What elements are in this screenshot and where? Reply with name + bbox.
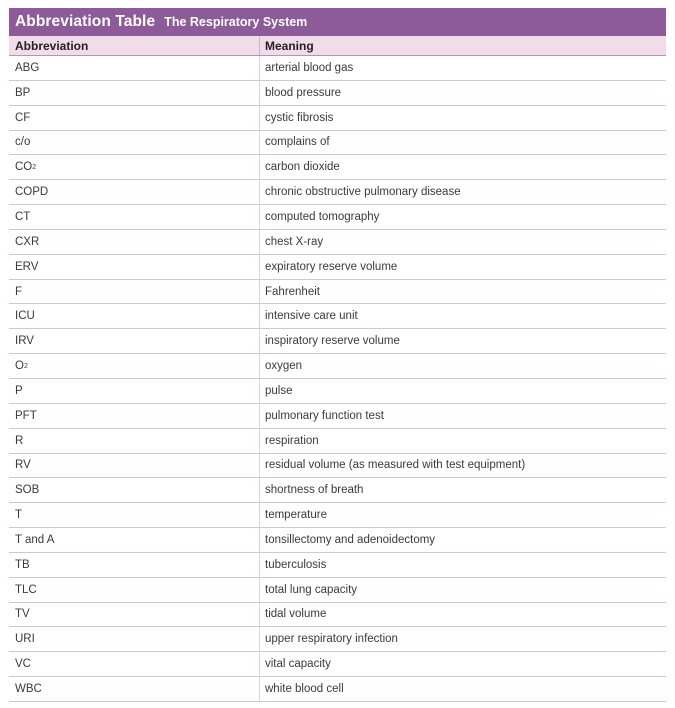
abbreviation-text: TB xyxy=(15,558,30,571)
abbreviation-cell xyxy=(9,56,259,80)
abbreviation-text: c/o xyxy=(15,136,31,149)
table-row xyxy=(9,627,666,652)
meaning-cell: tonsillectomy and adenoidectomy xyxy=(259,528,666,552)
meaning-cell: vital capacity xyxy=(259,652,666,676)
table-row xyxy=(9,81,666,106)
table-row xyxy=(9,255,666,280)
abbreviation-text: F xyxy=(15,285,23,298)
table-row xyxy=(9,131,666,156)
table-row xyxy=(9,354,666,379)
abbreviation-text: COPD xyxy=(15,186,49,199)
table-title: Abbreviation Table xyxy=(15,13,156,30)
abbreviation-cell xyxy=(9,652,259,676)
meaning-cell: computed tomography xyxy=(259,205,666,229)
abbreviation-cell xyxy=(9,553,259,577)
abbreviation-cell xyxy=(9,677,259,701)
table-row xyxy=(9,329,666,354)
meaning-cell: pulmonary function test xyxy=(259,404,666,428)
abbreviation-cell xyxy=(9,354,259,378)
meaning-cell: pulse xyxy=(259,379,666,403)
abbreviation-cell xyxy=(9,578,259,602)
abbreviation-text: CT xyxy=(15,210,31,223)
abbreviation-subscript: 2 xyxy=(32,163,37,171)
abbreviation-cell xyxy=(9,603,259,627)
abbreviation-text: R xyxy=(15,434,24,447)
abbreviation-cell xyxy=(9,106,259,130)
abbreviation-cell xyxy=(9,454,259,478)
meaning-cell: complains of xyxy=(259,131,666,155)
table-row xyxy=(9,454,666,479)
meaning-cell: white blood cell xyxy=(259,677,666,701)
meaning-cell: cystic fibrosis xyxy=(259,106,666,130)
meaning-cell: intensive care unit xyxy=(259,304,666,328)
meaning-cell: tidal volume xyxy=(259,603,666,627)
meaning-cell: residual volume (as measured with test equipment) xyxy=(259,454,666,478)
abbreviation-text: T and A xyxy=(15,533,55,546)
meaning-cell: arterial blood gas xyxy=(259,56,666,80)
meaning-cell: inspiratory reserve volume xyxy=(259,329,666,353)
abbreviation-cell xyxy=(9,131,259,155)
abbreviation-text: RV xyxy=(15,459,31,472)
abbreviation-cell xyxy=(9,404,259,428)
meaning-cell: upper respiratory infection xyxy=(259,627,666,651)
abbreviation-table xyxy=(9,8,666,702)
table-row xyxy=(9,404,666,429)
abbreviation-cell xyxy=(9,379,259,403)
abbreviation-cell xyxy=(9,205,259,229)
table-subtitle: The Respiratory System xyxy=(164,15,308,29)
meaning-cell: expiratory reserve volume xyxy=(259,255,666,279)
abbreviation-cell xyxy=(9,503,259,527)
table-row xyxy=(9,379,666,404)
table-row xyxy=(9,503,666,528)
abbreviation-subscript: 2 xyxy=(23,362,28,370)
abbreviation-text: CF xyxy=(15,111,31,124)
table-header-row xyxy=(9,36,666,56)
table-row xyxy=(9,304,666,329)
table-row xyxy=(9,230,666,255)
abbreviation-cell xyxy=(9,255,259,279)
meaning-cell: temperature xyxy=(259,503,666,527)
table-title-bar xyxy=(9,8,666,36)
column-header-abbreviation: Abbreviation xyxy=(15,38,89,53)
meaning-cell: total lung capacity xyxy=(259,578,666,602)
meaning-cell: shortness of breath xyxy=(259,478,666,502)
meaning-cell: chronic obstructive pulmonary disease xyxy=(259,180,666,204)
abbreviation-text: IRV xyxy=(15,335,34,348)
abbreviation-cell xyxy=(9,155,259,179)
meaning-cell: Fahrenheit xyxy=(259,280,666,304)
table-row xyxy=(9,56,666,81)
table-body xyxy=(9,56,666,702)
column-header-meaning: Meaning xyxy=(259,36,666,55)
abbreviation-cell xyxy=(9,230,259,254)
table-row xyxy=(9,677,666,702)
meaning-cell: blood pressure xyxy=(259,81,666,105)
table-row xyxy=(9,603,666,628)
meaning-cell: oxygen xyxy=(259,354,666,378)
abbreviation-text: CXR xyxy=(15,235,40,248)
meaning-cell: tuberculosis xyxy=(259,553,666,577)
abbreviation-text: ERV xyxy=(15,260,39,273)
abbreviation-text: CO xyxy=(15,161,33,174)
abbreviation-cell xyxy=(9,478,259,502)
table-row xyxy=(9,578,666,603)
abbreviation-text: TLC xyxy=(15,583,37,596)
abbreviation-cell xyxy=(9,304,259,328)
table-row xyxy=(9,280,666,305)
meaning-cell: carbon dioxide xyxy=(259,155,666,179)
abbreviation-cell xyxy=(9,429,259,453)
table-row xyxy=(9,553,666,578)
table-row xyxy=(9,205,666,230)
table-row xyxy=(9,528,666,553)
abbreviation-text: ICU xyxy=(15,310,35,323)
meaning-cell: chest X-ray xyxy=(259,230,666,254)
abbreviation-cell xyxy=(9,329,259,353)
abbreviation-text: T xyxy=(15,509,23,522)
abbreviation-text: O xyxy=(15,360,24,373)
table-row xyxy=(9,429,666,454)
abbreviation-text: WBC xyxy=(15,683,42,696)
table-row xyxy=(9,652,666,677)
table-row xyxy=(9,155,666,180)
abbreviation-text: ABG xyxy=(15,61,40,74)
abbreviation-text: PFT xyxy=(15,409,37,422)
abbreviation-cell xyxy=(9,280,259,304)
abbreviation-cell xyxy=(9,627,259,651)
table-row xyxy=(9,106,666,131)
table-row xyxy=(9,478,666,503)
table-row xyxy=(9,180,666,205)
abbreviation-text: URI xyxy=(15,633,35,646)
abbreviation-text: BP xyxy=(15,86,31,99)
meaning-cell: respiration xyxy=(259,429,666,453)
abbreviation-text: TV xyxy=(15,608,30,621)
abbreviation-text: SOB xyxy=(15,484,40,497)
abbreviation-text: VC xyxy=(15,658,31,671)
abbreviation-cell xyxy=(9,528,259,552)
abbreviation-text: P xyxy=(15,384,23,397)
abbreviation-cell xyxy=(9,180,259,204)
abbreviation-cell xyxy=(9,81,259,105)
